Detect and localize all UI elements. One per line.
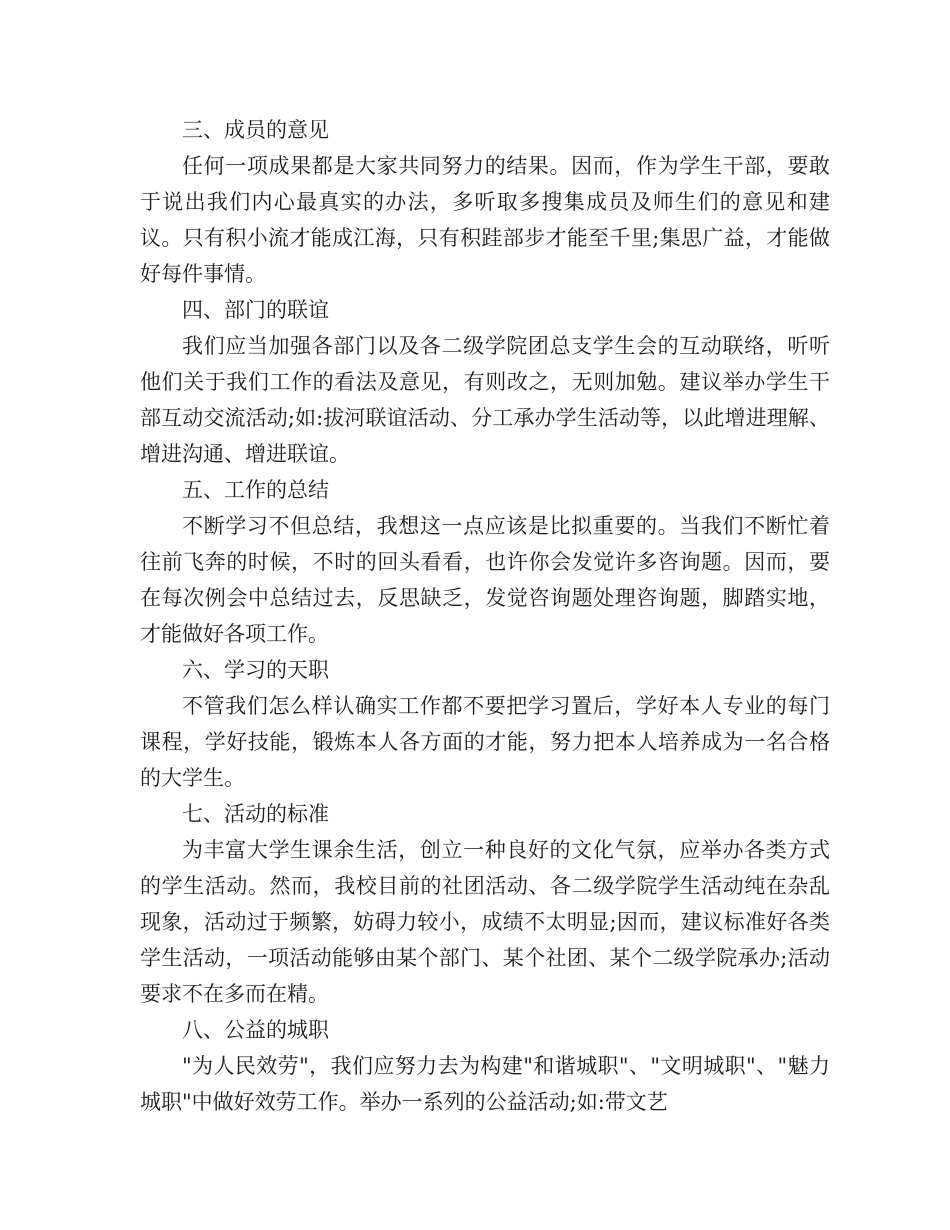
section-heading-members-opinions: 三、成员的意见 bbox=[182, 118, 329, 142]
document-body bbox=[140, 112, 830, 1120]
section-heading-activity-standards: 七、活动的标准 bbox=[182, 802, 329, 826]
paragraph-study-duty: 不管我们怎么样认确实工作都不要把学习置后，学好本人专业的每门课程，学好技能，锻炼本人各方面的才能，努力把本人培养成为一名合格的大学生。 bbox=[140, 694, 830, 790]
paragraph-activity-standards: 为丰富大学生课余生活，创立一种良好的文化气氛，应举办各类方式的学生活动。然而，我校目前的社团活动、各二级学院学生活动纯在杂乱现象，活动过于频繁，妨碍力较小，成绩不太明显;因而，建议标准好各类学生活动，一项活动能够由某个部门、某个社团、某个二级学院承办;活动要求不在多而在精。 bbox=[140, 838, 830, 1006]
section-heading-study-duty: 六、学习的天职 bbox=[182, 658, 329, 682]
section-heading-public-welfare: 八、公益的城职 bbox=[182, 1018, 329, 1042]
paragraph-members-opinions: 任何一项成果都是大家共同努力的结果。因而，作为学生干部，要敢于说出我们内心最真实的办法，多听取多搜集成员及师生们的意见和建议。只有积小流才能成江海，只有积跬部步才能至千里;集思广益，才能做好每件事情。 bbox=[140, 154, 830, 286]
section-heading-department-fellowship: 四、部门的联谊 bbox=[182, 298, 329, 322]
paragraph-public-welfare: "为人民效劳"，我们应努力去为构建"和谐城职"、"文明城职"、"魅力城职"中做好效劳工作。举办一系列的公益活动;如:带文艺 bbox=[140, 1054, 830, 1114]
section-heading-work-summary: 五、工作的总结 bbox=[182, 478, 329, 502]
paragraph-department-fellowship: 我们应当加强各部门以及各二级学院团总支学生会的互动联络，听听他们关于我们工作的看法及意见，有则改之，无则加勉。建议举办学生干部互动交流活动;如:拔河联谊活动、分工承办学生活动等，以此增进理解、增进沟通、增进联谊。 bbox=[140, 334, 830, 466]
paragraph-work-summary: 不断学习不但总结，我想这一点应该是比拟重要的。当我们不断忙着往前飞奔的时候，不时的回头看看，也许你会发觉许多咨询题。因而，要在每次例会中总结过去，反思缺乏，发觉咨询题处理咨询题，脚踏实地，才能做好各项工作。 bbox=[140, 514, 830, 646]
